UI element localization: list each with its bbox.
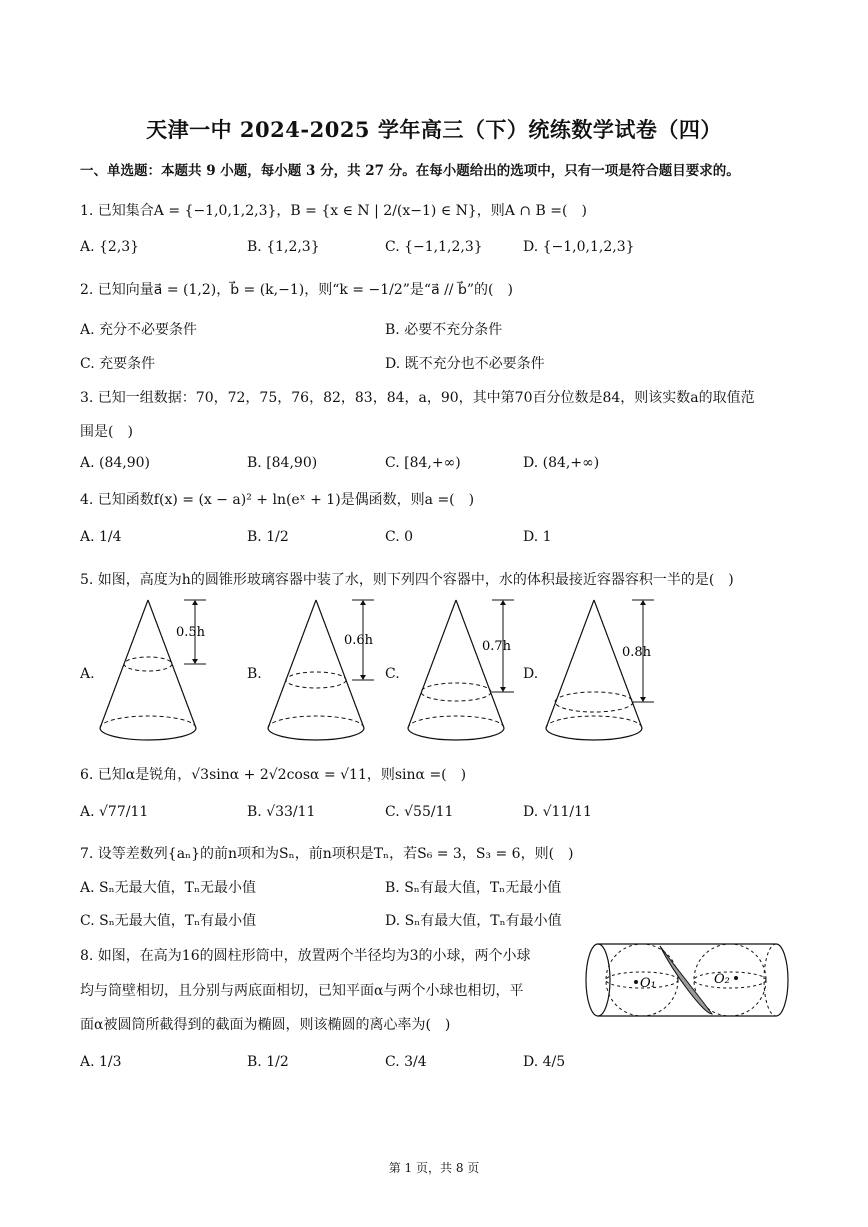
q6-option-b[interactable]: B. √33/11 <box>247 804 316 820</box>
cone-figure-d <box>542 596 666 742</box>
cone-figure-a <box>96 596 216 742</box>
q3-option-b[interactable]: B. [84,90) <box>247 455 318 471</box>
q1-option-c[interactable]: C. {−1,1,2,3} <box>385 239 483 255</box>
cone-c-height-label: 0.7h <box>482 639 512 654</box>
q5-option-b[interactable]: B. <box>247 666 262 682</box>
q8-option-a[interactable]: A. 1/3 <box>80 1054 122 1070</box>
cone-d-height-label: 0.8h <box>622 645 652 660</box>
q3-option-c[interactable]: C. [84,+∞) <box>385 455 461 471</box>
q2-option-a[interactable]: A. 充分不必要条件 <box>80 322 198 338</box>
question-4-stem: 4. 已知函数f(x) = (x − a)² + ln(eˣ + 1)是偶函数，则a =( ) <box>80 492 475 508</box>
question-7-stem: 7. 设等差数列{aₙ}的前n项和为Sₙ，前n项积是Tₙ，若S₆ = 3，S₃ = 6，则( ) <box>80 846 574 862</box>
page-title: 天津一中 2024-2025 学年高三（下）统练数学试卷（四） <box>146 117 722 142</box>
question-2-stem: 2. 已知向量a⃗ = (1,2)，b⃗ = (k,−1)，则“k = −1/2”是“a⃗ // b⃗”的( ) <box>80 282 513 298</box>
q7-option-a[interactable]: A. Sₙ无最大值，Tₙ无最小值 <box>80 880 257 896</box>
q5-option-a[interactable]: A. <box>80 666 95 682</box>
q1-option-b[interactable]: B. {1,2,3} <box>247 239 320 255</box>
q7-option-c[interactable]: C. Sₙ无最大值，Tₙ有最小值 <box>80 913 257 929</box>
q1-option-a[interactable]: A. {2,3} <box>80 239 140 255</box>
o1-label: O₁ <box>640 976 656 991</box>
cone-a-height-label: 0.5h <box>176 625 206 640</box>
q5-option-c[interactable]: C. <box>385 666 400 682</box>
q8-option-c[interactable]: C. 3/4 <box>385 1054 427 1070</box>
question-3-stem-line2: 围是( ) <box>80 424 133 440</box>
question-3-stem-line1: 3. 已知一组数据：70，72，75，76，82，83，84，a，90，其中第70百分位数是84，则该实数a的取值范 <box>80 390 755 406</box>
question-8-stem-line2: 均与筒壁相切，且分别与两底面相切，已知平面α与两个小球也相切，平 <box>80 983 524 999</box>
cone-figure-b <box>264 596 384 742</box>
q2-option-d[interactable]: D. 既不充分也不必要条件 <box>385 356 545 372</box>
q6-option-c[interactable]: C. √55/11 <box>385 804 454 820</box>
cone-b-height-label: 0.6h <box>344 633 374 648</box>
section-heading: 一、单选题：本题共 9 小题，每小题 3 分，共 27 分。在每小题给出的选项中，只有一项是符合题目要求的。 <box>80 163 740 179</box>
q7-option-b[interactable]: B. Sₙ有最大值，Tₙ无最小值 <box>385 880 562 896</box>
q8-option-b[interactable]: B. 1/2 <box>247 1054 289 1070</box>
question-6-stem: 6. 已知α是锐角，√3sinα + 2√2cosα = √11，则sinα =( ) <box>80 767 467 783</box>
cylinder-figure <box>582 940 792 1022</box>
o2-label: O₂ <box>714 972 730 987</box>
question-8-stem-line3: 面α被圆筒所截得到的截面为椭圆，则该椭圆的离心率为( ) <box>80 1017 451 1033</box>
q8-option-d[interactable]: D. 4/5 <box>523 1054 566 1070</box>
question-8-stem-line1: 8. 如图，在高为16的圆柱形筒中，放置两个半径均为3的小球，两个小球 <box>80 948 531 964</box>
q3-option-d[interactable]: D. (84,+∞) <box>523 455 600 471</box>
question-1-stem: 1. 已知集合A = {−1,0,1,2,3}，B = {x ∈ N | 2/(x−1) ∈ N}，则A ∩ B =( ) <box>80 203 587 219</box>
question-5-stem: 5. 如图，高度为h的圆锥形玻璃容器中装了水，则下列四个容器中，水的体积最接近容器容积一半的是( ) <box>80 572 734 588</box>
q2-option-b[interactable]: B. 必要不充分条件 <box>385 322 503 338</box>
q2-option-c[interactable]: C. 充要条件 <box>80 356 156 372</box>
q6-option-d[interactable]: D. √11/11 <box>523 804 592 820</box>
page-footer: 第 1 页，共 8 页 <box>388 1161 480 1175</box>
q4-option-c[interactable]: C. 0 <box>385 529 414 545</box>
q3-option-a[interactable]: A. (84,90) <box>80 455 151 471</box>
q4-option-a[interactable]: A. 1/4 <box>80 529 122 545</box>
q6-option-a[interactable]: A. √77/11 <box>80 804 149 820</box>
q7-option-d[interactable]: D. Sₙ有最大值，Tₙ有最小值 <box>385 913 562 929</box>
q4-option-b[interactable]: B. 1/2 <box>247 529 289 545</box>
q5-option-d[interactable]: D. <box>523 666 539 682</box>
q4-option-d[interactable]: D. 1 <box>523 529 552 545</box>
q1-option-d[interactable]: D. {−1,0,1,2,3} <box>523 239 635 255</box>
cone-figure-c <box>404 596 524 742</box>
